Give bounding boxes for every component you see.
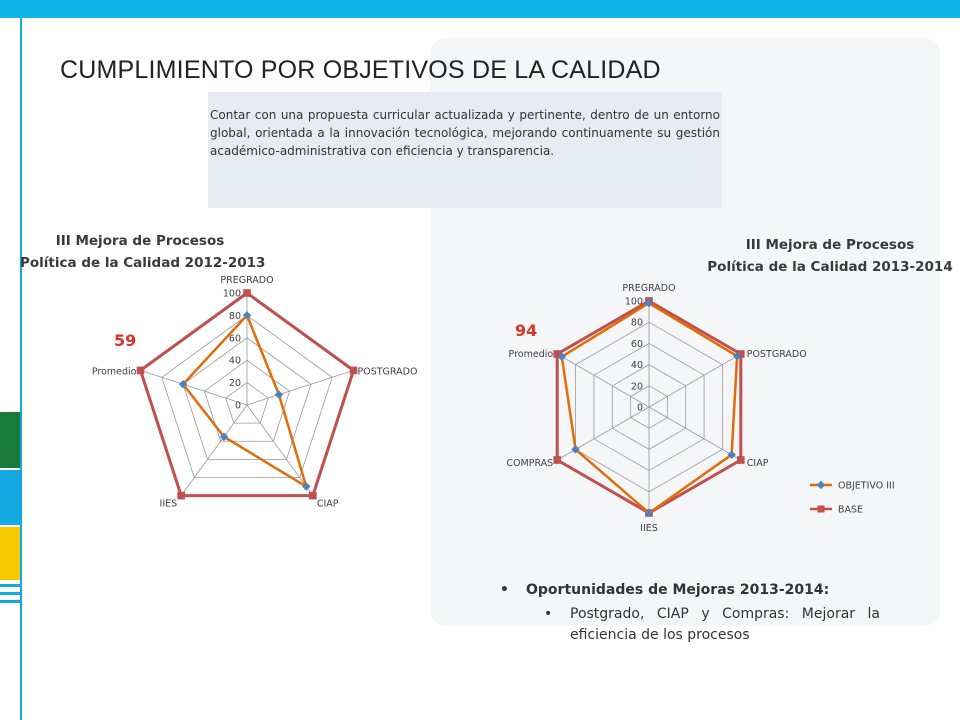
bullet-heading: • Oportunidades de Mejoras 2013-2014: [500,582,880,598]
chart2-legend-label-0: OBJETIVO III [838,480,895,492]
chart2-category-label-3: IIES [640,523,658,534]
chart2-tick-label-80: 80 [630,317,643,329]
chart1-title-line1: III Mejora de Procesos [55,233,225,249]
chart2-category-label-2: CIAP [746,458,769,469]
chart2-title-line2: Política de la Calidad 2013-2014 [707,259,953,275]
chart1-title-line2: Política de la Calidad 2012-2013 [20,255,266,271]
bullet-item: • Postgrado, CIAP y Compras: Mejorar la eficiencia de los procesos [544,604,880,646]
chart1-tick-label-60: 60 [228,333,241,345]
chart2-base-point-4 [553,456,561,464]
chart1-category-label-4: Promedio [91,366,137,378]
chart2-tick-label-60: 60 [630,338,643,350]
chart1-category-label-3: IIES [159,498,178,510]
chart2-category-label-0: PREGRADO [622,283,676,294]
chart2-spoke-1 [649,354,741,407]
chart1-category-label-2: CIAP [316,498,339,510]
chart2-category-label-5: Promedio [508,349,554,360]
chart2-spoke-2 [649,407,741,460]
chart2-legend-label-1: BASE [838,504,864,516]
chart2-title-line1: III Mejora de Procesos [745,237,915,253]
chart2-category-label-1: POSTGRADO [746,349,807,360]
chart1-tick-label-0: 0 [234,400,241,412]
chart1-tick-label-80: 80 [228,310,241,322]
chart1-tick-label-20: 20 [228,378,241,390]
chart2-tick-label-100: 100 [624,296,643,308]
chart2-legend-marker-0 [817,481,825,489]
chart2-base-point-2 [737,456,745,464]
chart2-category-label-4: COMPRAS [506,458,554,469]
chart2-score: 94 [515,321,538,340]
chart1-tick-label-40: 40 [228,355,241,367]
chart2-tick-label-20: 20 [630,381,643,393]
chart1-score: 59 [114,331,137,350]
chart2-legend-marker-1 [818,506,825,513]
chart1-category-label-1: POSTGRADO [357,366,418,378]
chart1-category-label-0: PREGRADO [220,275,274,286]
chart2-tick-label-40: 40 [630,360,643,372]
chart1-tick-label-100: 100 [222,288,241,300]
objective-textbox: Contar con una propuesta curricular actualizada y pertinente, dentro de un entorno global, orientada a la innovación tecnológica, mejorando continuamente su gestión académico-administrativa con eficiencia y transparencia. [208,92,722,208]
improvement-bullets [500,582,880,646]
slide-title: CUMPLIMIENTO POR OBJETIVOS DE LA CALIDAD [60,56,661,84]
chart2-tick-label-0: 0 [636,402,643,414]
